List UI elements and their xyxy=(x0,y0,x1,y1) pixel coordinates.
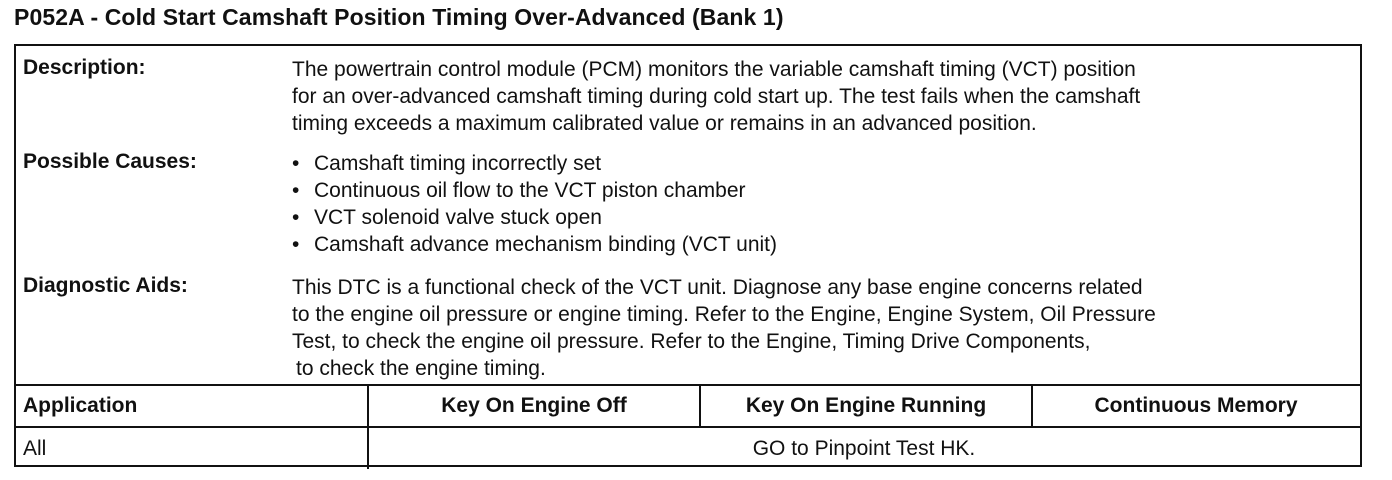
possible-causes-list-wrap xyxy=(292,150,1356,258)
header-key-on-engine-running: Key On Engine Running xyxy=(745,394,987,417)
possible-cause-item: • VCT solenoid valve stuck open xyxy=(292,204,1356,231)
description-line: timing exceeds a maximum calibrated value or remains in an advanced position. xyxy=(292,112,1037,135)
possible-causes-list xyxy=(292,150,1356,258)
description-text xyxy=(292,56,1356,137)
column-divider xyxy=(367,428,369,469)
dtc-info-table xyxy=(14,44,1362,467)
page-title: P052A - Cold Start Camshaft Position Timing Over-Advanced (Bank 1) xyxy=(14,4,784,30)
diagnostic-aids-line: to check the engine timing. xyxy=(296,357,546,380)
header-key-on-engine-off: Key On Engine Off xyxy=(441,394,627,417)
possible-cause-item: • Camshaft advance mechanism binding (VCT unit) xyxy=(292,231,1356,258)
diagnostic-aids-line: to the engine oil pressure or engine timing. Refer to the Engine, Engine System, Oil Pressure xyxy=(292,303,1156,326)
description-line: The powertrain control module (PCM) monitors the variable camshaft timing (VCT) position xyxy=(292,58,1136,81)
application-table-header xyxy=(16,386,1360,426)
description-line: for an over-advanced camshaft timing during cold start up. The test fails when the camshaft xyxy=(292,85,1141,108)
cell-pinpoint-test-link: GO to Pinpoint Test HK. xyxy=(752,436,976,460)
description-label: Description: xyxy=(23,56,146,79)
table-row xyxy=(16,426,1360,469)
header-application: Application xyxy=(23,394,138,417)
header-continuous-memory: Continuous Memory xyxy=(1094,394,1298,417)
application-table xyxy=(16,384,1360,460)
column-divider xyxy=(699,386,701,426)
diagnostic-aids-line: This DTC is a functional check of the VCT unit. Diagnose any base engine concerns related xyxy=(292,276,1143,299)
diagnostic-aids-line: Test, to check the engine oil pressure. Refer to the Engine, Timing Drive Components, xyxy=(292,330,1091,353)
cell-application: All xyxy=(23,436,47,460)
diagnostic-aids-text xyxy=(292,274,1356,382)
column-divider xyxy=(367,386,369,426)
possible-cause-item: • Continuous oil flow to the VCT piston chamber xyxy=(292,177,1356,204)
possible-cause-item: • Camshaft timing incorrectly set xyxy=(292,150,1356,177)
possible-causes-label: Possible Causes: xyxy=(23,150,197,173)
diagnostic-aids-label: Diagnostic Aids: xyxy=(23,274,188,297)
column-divider xyxy=(1031,386,1033,426)
